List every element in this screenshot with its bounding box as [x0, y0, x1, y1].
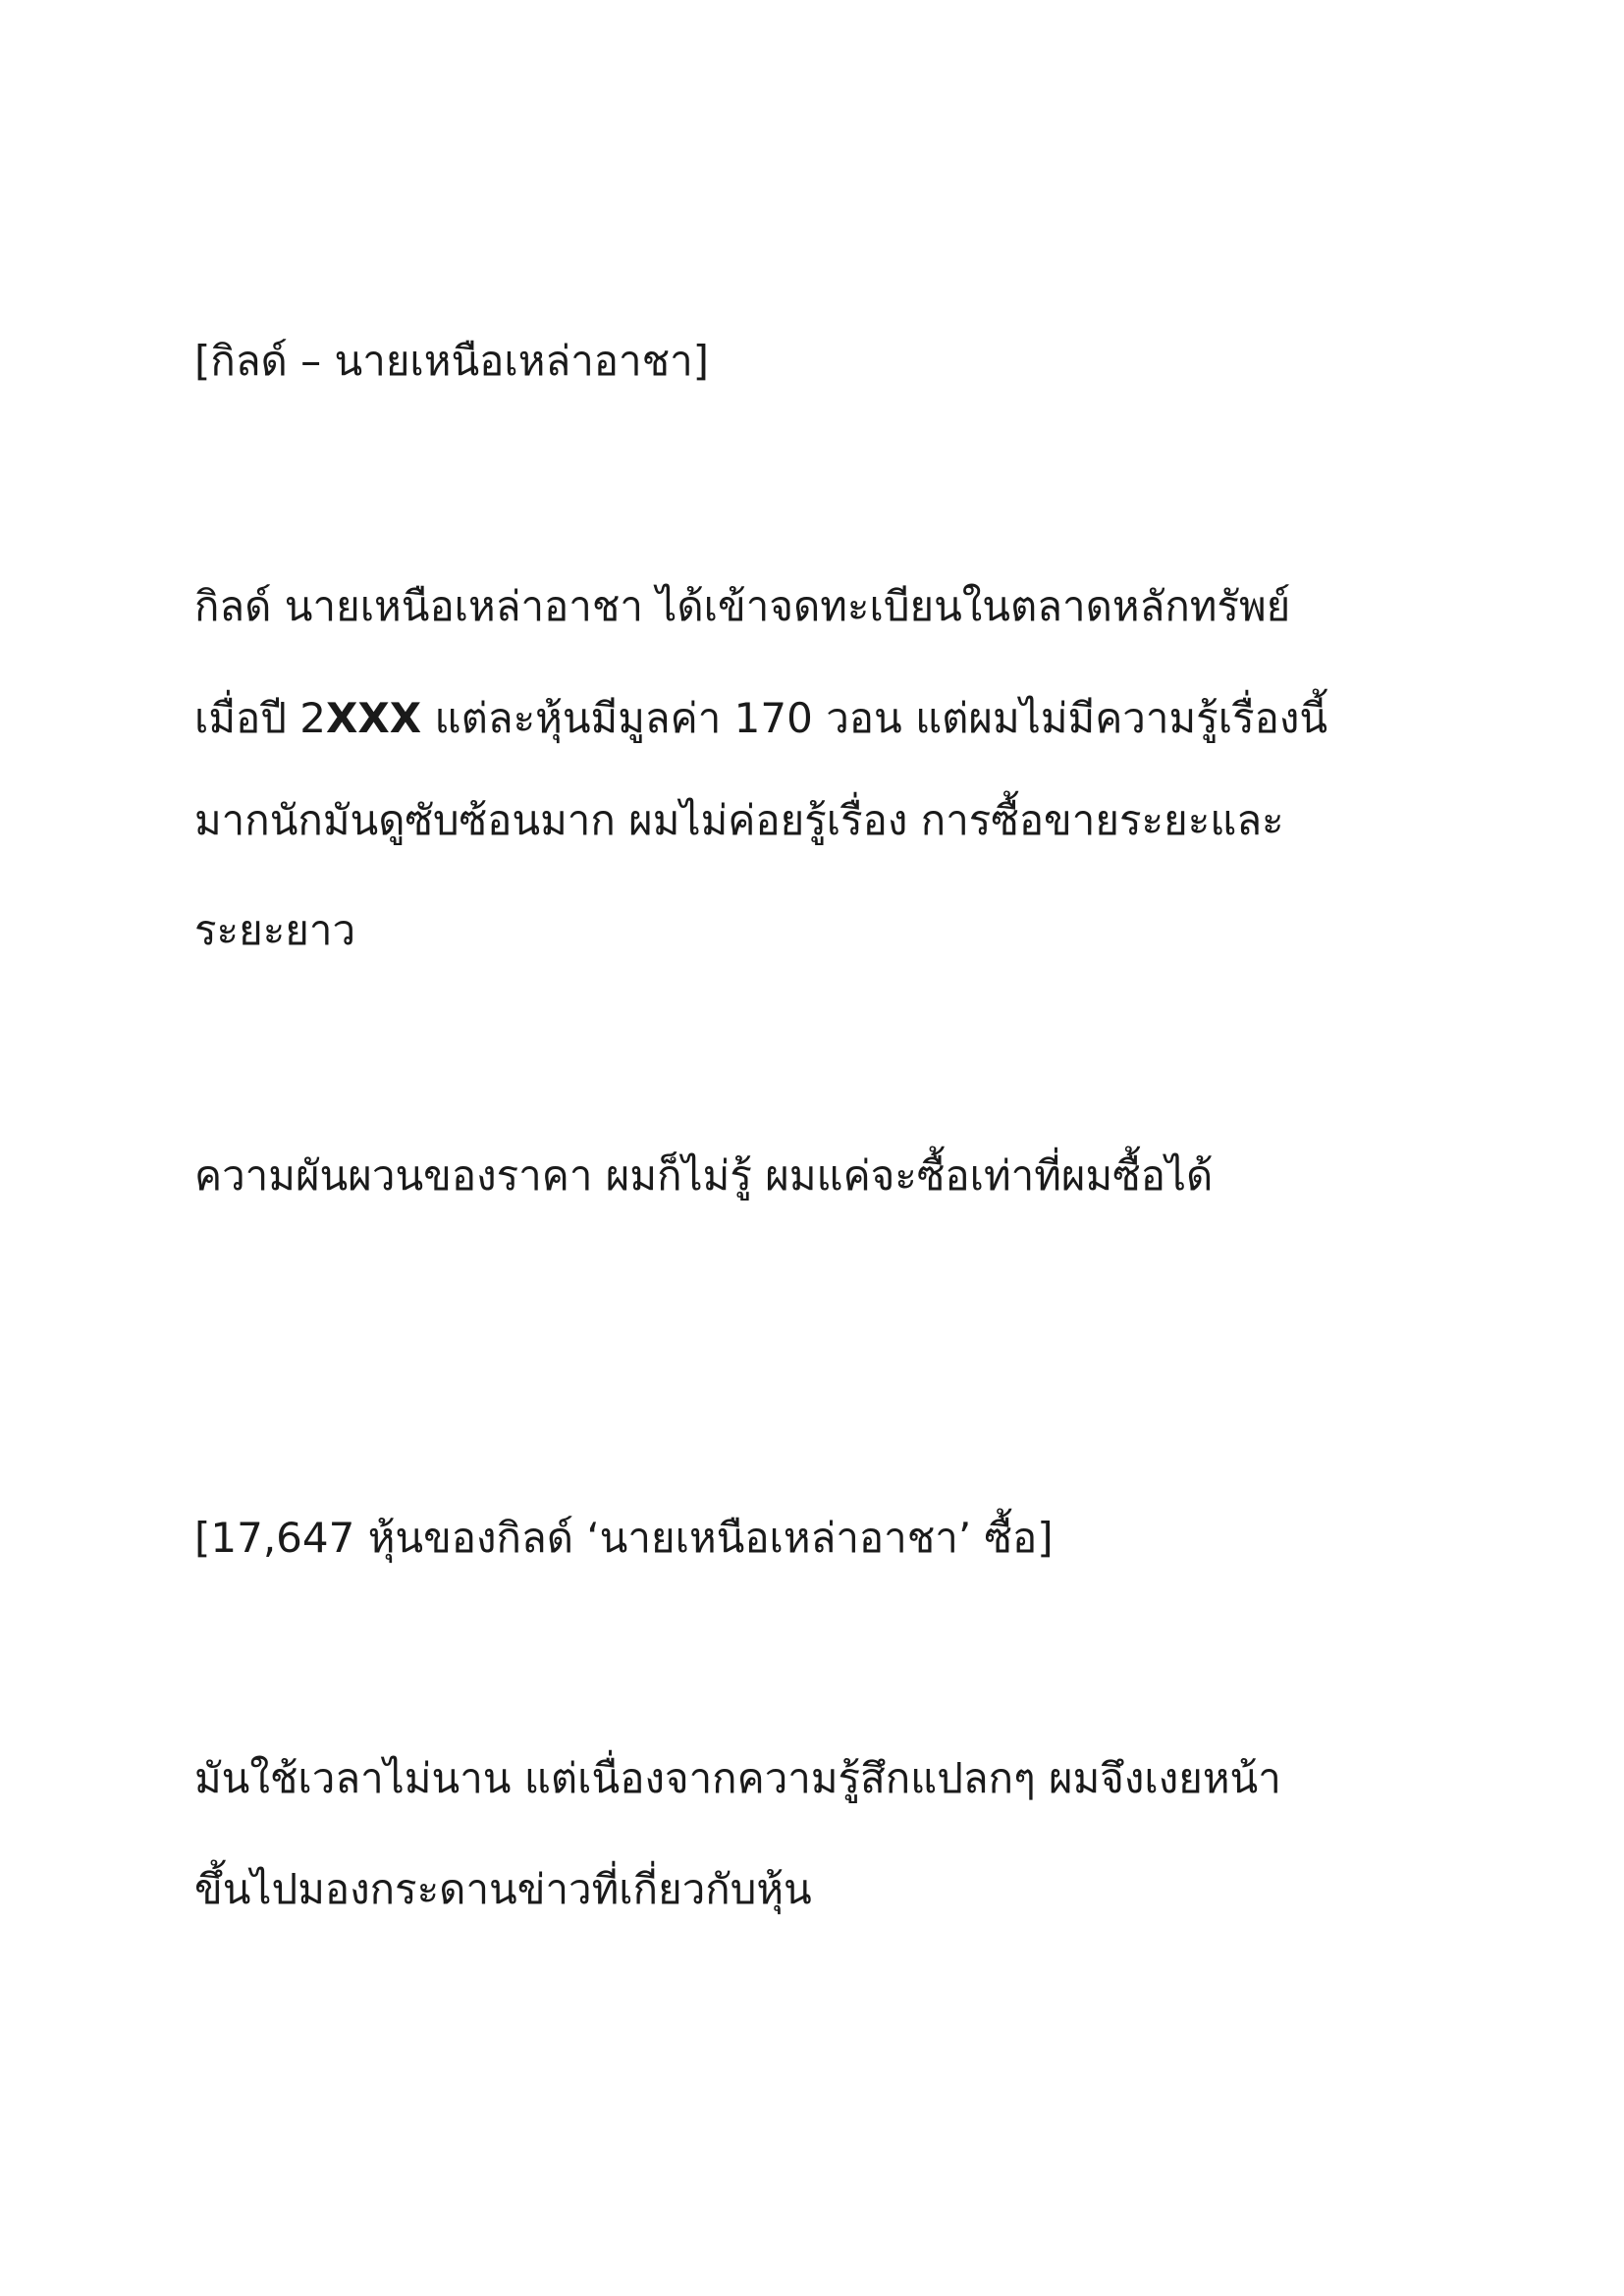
paragraph-2: ความผันผวนของราคา ผมก็ไม่รู้ ผมแค่จะซื้อเท่าที่ผมซื้อได้ — [194, 1151, 1214, 1200]
paragraph-3-line-1: มันใช้เวลาไม่นาน แต่เนื่องจากความรู้สึกแปลกๆ ผมจึงเงยหน้า — [194, 1754, 1281, 1802]
year-prefix: เมื่อปี 2 — [194, 694, 326, 742]
line-2-suffix: แต่ละหุ้นมีมูลค่า 170 วอน แต่ผมไม่มีความรู้เรื่องนี้ — [421, 694, 1328, 742]
paragraph-1-line-4: ระยะยาว — [194, 906, 356, 954]
paragraph-1-line-3: มากนักมันดูซับซ้อนมาก ผมไม่ค่อยรู้เรื่อง การซื้อขายระยะและ — [194, 796, 1284, 844]
paragraph-3-line-2: ขึ้นไปมองกระดานข่าวที่เกี่ยวกับหุ้น — [194, 1865, 812, 1913]
section-title: [กิลด์ – นายเหนือเหล่าอาชา] — [194, 337, 710, 385]
system-message: [17,647 หุ้นของกิลด์ ‘นายเหนือเหล่าอาชา’ ซื้อ] — [194, 1514, 1054, 1562]
paragraph-1-line-2 — [194, 689, 1327, 748]
paragraph-1-line-1: กิลด์ นายเหนือเหล่าอาชา ได้เข้าจดทะเบียนในตลาดหลักทรัพย์ — [194, 582, 1291, 630]
year-redacted: XXX — [326, 694, 422, 742]
